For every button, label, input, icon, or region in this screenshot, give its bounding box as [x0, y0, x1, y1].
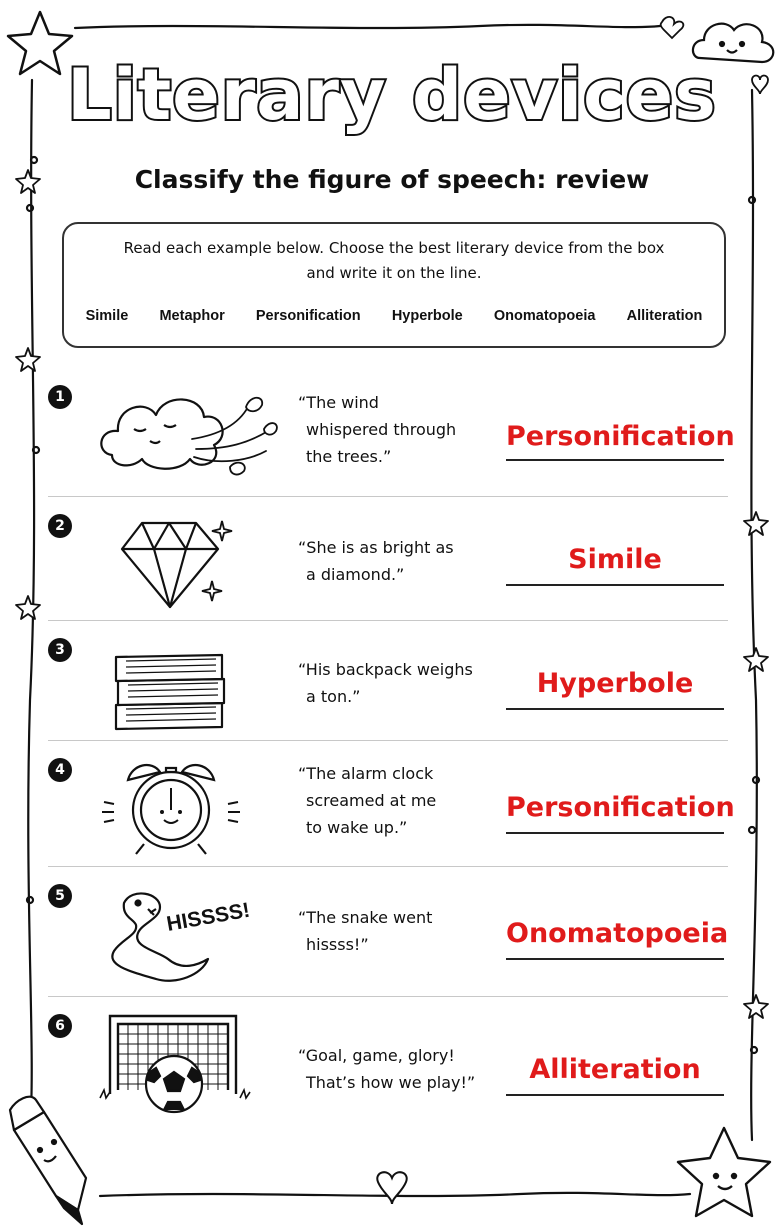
- page-subtitle: Classify the figure of speech: review: [134, 165, 650, 194]
- answer-line: [506, 708, 724, 710]
- item-answer: Alliteration: [529, 1054, 701, 1085]
- item-answer: Personification: [506, 792, 735, 823]
- item-number-badge: 3: [48, 638, 72, 662]
- instructions-box: [62, 222, 726, 348]
- book-stack-icon: [98, 638, 278, 748]
- item-number-badge: 6: [48, 1014, 72, 1038]
- smiling-star-icon: [678, 1128, 770, 1216]
- item-number-badge: 4: [48, 758, 72, 782]
- word-bank-item: Simile: [85, 308, 129, 324]
- instructions-line-2: and write it on the line.: [306, 264, 482, 282]
- word-bank-item: Onomatopoeia: [493, 308, 596, 324]
- item-number-badge: 1: [48, 385, 72, 409]
- exercise-item-5: [48, 884, 728, 984]
- word-bank-item: Metaphor: [159, 308, 225, 324]
- item-quote: “The snake went hissss!”: [298, 908, 433, 954]
- answer-line: [506, 1094, 724, 1096]
- alarm-clock-icon: [98, 758, 278, 868]
- word-bank-item: Alliteration: [626, 308, 703, 324]
- item-number-badge: 2: [48, 514, 72, 538]
- item-quote: “The wind whispered through the trees.”: [298, 393, 457, 466]
- instructions-text: [74, 236, 714, 286]
- exercise-item-2: [48, 514, 728, 614]
- snake-icon: [98, 884, 278, 994]
- page-title: Literary devices: [67, 54, 717, 136]
- item-quote: “Goal, game, glory! That’s how we play!”: [298, 1046, 476, 1092]
- item-divider: [48, 620, 728, 621]
- word-bank: [64, 308, 724, 324]
- word-bank-item: Personification: [255, 308, 361, 324]
- cloud-blowing-wind-icon: [98, 385, 278, 495]
- soccer-goal-icon: [98, 1014, 278, 1124]
- item-divider: [48, 996, 728, 997]
- exercise-item-1: [48, 385, 735, 495]
- item-quote: “The alarm clock screamed at me to wake up.”: [298, 764, 437, 837]
- item-answer: Simile: [568, 544, 662, 575]
- item-quote: “She is as bright as a diamond.”: [298, 538, 454, 584]
- exercise-item-6: [48, 1014, 728, 1124]
- item-divider: [48, 866, 728, 867]
- answer-line: [506, 584, 724, 586]
- item-answer: Personification: [506, 421, 735, 452]
- word-bank-item: Hyperbole: [391, 308, 463, 324]
- hiss-label: HISSSS!: [164, 898, 252, 936]
- item-divider: [48, 496, 728, 497]
- answer-line: [506, 459, 724, 461]
- item-number-badge: 5: [48, 884, 72, 908]
- instructions-line-1: Read each example below. Choose the best literary device from the box: [123, 239, 665, 257]
- item-quote: “His backpack weighs a ton.”: [298, 660, 473, 706]
- answer-line: [506, 832, 724, 834]
- answer-line: [506, 958, 724, 960]
- exercise-item-4: [48, 758, 735, 868]
- item-answer: Hyperbole: [536, 668, 694, 699]
- item-divider: [48, 740, 728, 741]
- item-answer: Onomatopoeia: [506, 918, 729, 949]
- exercise-item-3: [48, 638, 728, 738]
- diamond-icon: [98, 514, 278, 624]
